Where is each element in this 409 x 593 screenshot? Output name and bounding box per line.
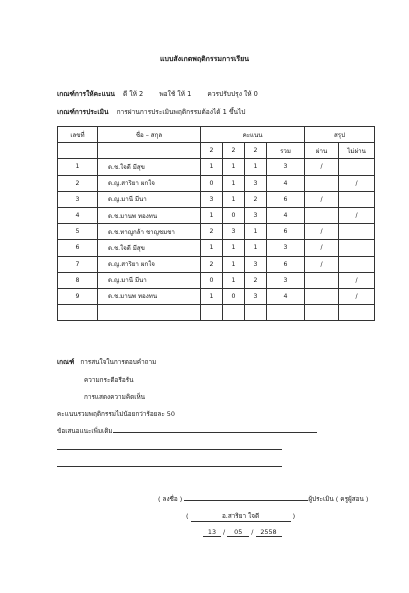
cell-s3: 3 — [245, 288, 267, 304]
cell-pass — [305, 272, 339, 288]
cell-no: 6 — [58, 240, 98, 256]
header-name: ชื่อ – สกุล — [98, 127, 201, 143]
scoring-item-fair: พอใช้ ให้ 1 — [159, 90, 192, 98]
empty-cell — [201, 305, 223, 321]
cell-pass — [305, 288, 339, 304]
cell-s2: 1 — [223, 272, 245, 288]
cell-pass: / — [305, 256, 339, 272]
sign-label: ( ลงชื่อ ) — [158, 495, 183, 503]
cell-total: 4 — [267, 288, 305, 304]
cell-pass: / — [305, 159, 339, 175]
suggestion-label: ข้อเสนอแนะเพิ่มเติม — [57, 427, 113, 435]
cell-s3: 1 — [245, 224, 267, 240]
criteria-item-1: การสนใจในการตอบคำถาม — [80, 358, 157, 366]
cell-total: 3 — [267, 272, 305, 288]
cell-no: 4 — [58, 207, 98, 223]
cell-name: ด.ช.มานพ ทองทน — [98, 207, 201, 223]
cell-no: 8 — [58, 272, 98, 288]
date-separator: / — [251, 528, 254, 536]
cell-total: 4 — [267, 175, 305, 191]
cell-s3: 3 — [245, 207, 267, 223]
table-subheader-row — [58, 143, 375, 159]
behavior-score-table — [57, 126, 375, 321]
date-month: 05 — [227, 528, 249, 537]
cell-s3: 2 — [245, 272, 267, 288]
cell-name: ด.ญ.สาริยา ผกใจ — [98, 175, 201, 191]
cell-pass — [305, 175, 339, 191]
cell-s2: 1 — [223, 256, 245, 272]
cell-fail — [339, 224, 375, 240]
cell-name: ด.ช.ใจดี มีสุข — [98, 240, 201, 256]
cell-no: 1 — [58, 159, 98, 175]
table-row — [58, 288, 375, 304]
cell-total: 3 — [267, 240, 305, 256]
table-row — [58, 256, 375, 272]
cell-s1: 2 — [201, 256, 223, 272]
cell-total: 6 — [267, 191, 305, 207]
empty-cell — [58, 143, 98, 159]
criteria-section-label: เกณฑ์ — [57, 358, 75, 366]
cell-fail: / — [339, 288, 375, 304]
suggestion-line — [57, 426, 317, 436]
empty-cell — [58, 305, 98, 321]
empty-cell — [267, 305, 305, 321]
assessment-criteria-text: การผ่านการประเมินพฤติกรรมต้องได้ 1 ขึ้นไป — [116, 108, 246, 116]
table-row — [58, 191, 375, 207]
pass-rule-text: คะแนนรวมพฤติกรรมไม่น้อยกว่าร้อยละ 50 — [57, 410, 175, 418]
cell-s1: 1 — [201, 240, 223, 256]
cell-total: 4 — [267, 207, 305, 223]
date-year: 2558 — [256, 528, 282, 537]
subheader-total: รวม — [267, 143, 305, 159]
empty-cell — [339, 305, 375, 321]
cell-name: ด.ญ.สาริยา ผกใจ — [98, 256, 201, 272]
cell-s1: 1 — [201, 159, 223, 175]
scoring-criteria-line — [57, 88, 272, 99]
table-row-empty — [58, 305, 375, 321]
cell-total: 3 — [267, 159, 305, 175]
date-day: 13 — [203, 528, 221, 537]
blank-line-2 — [57, 465, 282, 467]
signature-line — [158, 494, 368, 504]
empty-cell — [245, 305, 267, 321]
scoring-item-good: ดี ให้ 2 — [122, 90, 144, 98]
cell-s3: 1 — [245, 159, 267, 175]
cell-s2: 1 — [223, 191, 245, 207]
cell-s1: 1 — [201, 288, 223, 304]
cell-pass: / — [305, 224, 339, 240]
cell-name: ด.ญ.มานี มีนา — [98, 191, 201, 207]
signer-name-line: ( อ.สาริยา ใจดี ) — [186, 512, 296, 520]
subheader-score-1: 2 — [201, 143, 223, 159]
cell-fail — [339, 256, 375, 272]
cell-fail: / — [339, 175, 375, 191]
table-row — [58, 175, 375, 191]
cell-s1: 2 — [201, 224, 223, 240]
empty-cell — [223, 305, 245, 321]
cell-pass — [305, 207, 339, 223]
signature-blank — [184, 494, 308, 501]
cell-s2: 1 — [223, 175, 245, 191]
cell-s2: 0 — [223, 207, 245, 223]
cell-fail — [339, 240, 375, 256]
table-row — [58, 272, 375, 288]
cell-pass: / — [305, 240, 339, 256]
date-separator: / — [223, 528, 226, 536]
table-row — [58, 224, 375, 240]
cell-name: ด.ช.มานพ ทองทน — [98, 288, 201, 304]
cell-fail: / — [339, 272, 375, 288]
criteria-item-3: การแสดงความคิดเห็น — [84, 393, 146, 401]
document-title: แบบสังเกตพฤติกรรมการเรียน — [159, 55, 249, 63]
subheader-score-2: 2 — [223, 143, 245, 159]
table-header-row — [58, 127, 375, 143]
cell-s1: 0 — [201, 175, 223, 191]
table-row — [58, 240, 375, 256]
subheader-pass: ผ่าน — [305, 143, 339, 159]
cell-s2: 1 — [223, 240, 245, 256]
scoring-criteria-label: เกณฑ์การให้คะแนน — [57, 90, 115, 98]
cell-name: ด.ช.ทาญูกล้า ชาญชมชา — [98, 224, 201, 240]
cell-no: 7 — [58, 256, 98, 272]
cell-name: ด.ช.ใจดี มีสุข — [98, 159, 201, 175]
table-row — [58, 159, 375, 175]
suggestion-fill-line — [113, 427, 317, 433]
cell-fail: / — [339, 207, 375, 223]
subheader-score-3: 2 — [245, 143, 267, 159]
cell-s3: 3 — [245, 256, 267, 272]
cell-s2: 1 — [223, 159, 245, 175]
cell-s1: 1 — [201, 207, 223, 223]
date-line — [203, 528, 282, 537]
table-row — [58, 207, 375, 223]
signature-role: ผู้ประเมิน ( ครูผู้สอน ) — [308, 495, 369, 503]
cell-total: 6 — [267, 224, 305, 240]
header-number: เลขที่ — [58, 127, 98, 143]
cell-no: 5 — [58, 224, 98, 240]
subheader-fail: ไม่ผ่าน — [339, 143, 375, 159]
cell-fail — [339, 191, 375, 207]
assessment-criteria-line — [57, 106, 246, 117]
header-score: คะแนน — [201, 127, 305, 143]
cell-fail — [339, 159, 375, 175]
signer-name: อ.สาริยา ใจดี — [191, 511, 291, 522]
criteria-item-2: ความกระตือรือร้น — [84, 376, 134, 384]
cell-no: 3 — [58, 191, 98, 207]
cell-total: 6 — [267, 256, 305, 272]
cell-s2: 0 — [223, 288, 245, 304]
assessment-criteria-label: เกณฑ์การประเมิน — [57, 108, 109, 116]
cell-s2: 3 — [223, 224, 245, 240]
criteria-section-line — [57, 357, 156, 367]
cell-s3: 1 — [245, 240, 267, 256]
cell-no: 9 — [58, 288, 98, 304]
blank-line-1 — [57, 448, 282, 450]
cell-s3: 3 — [245, 175, 267, 191]
cell-pass: / — [305, 191, 339, 207]
cell-s1: 3 — [201, 191, 223, 207]
table-body — [58, 159, 375, 321]
cell-name: ด.ญ.มานี มีนา — [98, 272, 201, 288]
cell-no: 2 — [58, 175, 98, 191]
cell-s1: 0 — [201, 272, 223, 288]
scoring-item-improve: ควรปรับปรุง ให้ 0 — [207, 90, 258, 98]
cell-s3: 2 — [245, 191, 267, 207]
empty-cell — [98, 143, 201, 159]
empty-cell — [305, 305, 339, 321]
empty-cell — [98, 305, 201, 321]
header-summary: สรุป — [305, 127, 375, 143]
